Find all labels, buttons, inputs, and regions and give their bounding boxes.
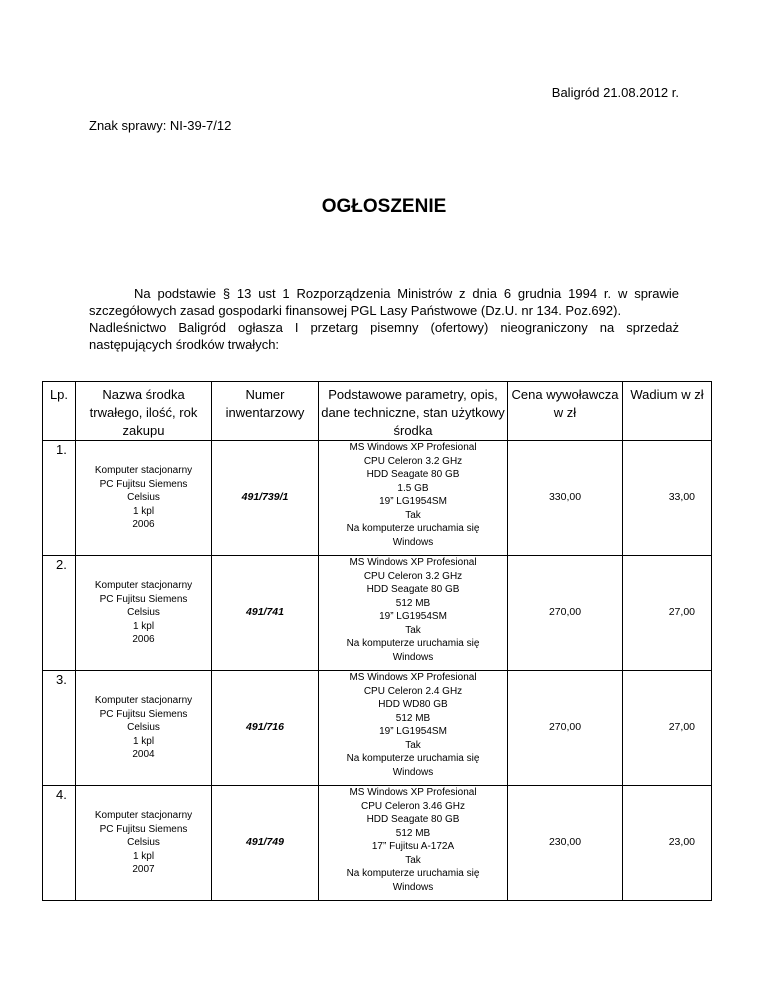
row-inventory: 491/716 <box>212 671 319 786</box>
param-line: 19” LG1954SM <box>379 726 447 737</box>
name-line: PC Fujitsu Siemens <box>99 823 188 835</box>
row-inventory: 491/739/1 <box>212 441 319 556</box>
row-params <box>319 556 508 671</box>
intro-paragraph-legal-basis: Na podstawie § 13 ust 1 Rozporządzenia Ministrów z dnia 6 grudnia 1994 r. w sprawie szczegółowych zasad gospodarki finansowej PGL Lasy Państwowe (Dz.U. nr 134. Poz.692). <box>89 286 679 318</box>
param-line: HDD Seagate 80 GB <box>366 469 460 480</box>
name-line: 1 kpl <box>132 735 155 747</box>
intro-paragraph-announcement: Nadleśnictwo Baligród ogłasza I przetarg pisemny (ofertowy) nieograniczony na sprzedaż następujących środków trwałych: <box>89 320 679 352</box>
table-row <box>43 786 712 901</box>
param-line: MS Windows XP Profesional <box>349 787 477 798</box>
table-row <box>43 441 712 556</box>
row-name <box>76 441 212 556</box>
row-deposit: 27,00 <box>623 671 712 786</box>
param-line: Windows <box>392 651 434 663</box>
param-line: 19” LG1954SM <box>379 611 447 622</box>
case-number: Znak sprawy: NI-39-7/12 <box>89 118 232 133</box>
param-line: HDD Seagate 80 GB <box>366 814 460 825</box>
param-line: CPU Celeron 3.2 GHz <box>363 455 463 467</box>
row-price: 330,00 <box>508 441 623 556</box>
intro-text <box>89 285 679 353</box>
name-line: Celsius <box>127 837 160 849</box>
param-line: Na komputerze uruchamia się <box>346 523 480 534</box>
name-line: PC Fujitsu Siemens <box>99 478 188 490</box>
param-line: MS Windows XP Profesional <box>349 442 477 453</box>
param-line: CPU Celeron 2.4 GHz <box>363 685 463 697</box>
param-line: CPU Celeron 3.2 GHz <box>363 570 463 582</box>
name-line: Komputer stacjonarny <box>94 810 193 822</box>
table-row <box>43 556 712 671</box>
param-line: Windows <box>392 766 434 778</box>
param-line: HDD WD80 GB <box>378 699 448 710</box>
document-date: Baligród 21.08.2012 r. <box>551 85 679 100</box>
name-line: 1 kpl <box>132 850 155 862</box>
row-name <box>76 786 212 901</box>
param-line: 512 MB <box>395 712 431 724</box>
table-row <box>43 671 712 786</box>
assets-table <box>42 381 712 901</box>
row-deposit: 27,00 <box>623 556 712 671</box>
header-params: Podstawowe parametry, opis, dane techniczne, stan użytkowy środka <box>319 382 508 441</box>
row-inventory: 491/749 <box>212 786 319 901</box>
param-line: 512 MB <box>395 597 431 609</box>
row-lp: 1. <box>43 441 76 556</box>
param-line: HDD Seagate 80 GB <box>366 584 460 595</box>
row-lp: 2. <box>43 556 76 671</box>
table-header-row <box>43 382 712 441</box>
param-line: MS Windows XP Profesional <box>349 557 477 568</box>
row-deposit: 23,00 <box>623 786 712 901</box>
name-line: PC Fujitsu Siemens <box>99 593 188 605</box>
row-price: 270,00 <box>508 671 623 786</box>
param-line: Na komputerze uruchamia się <box>346 753 480 764</box>
name-line: 2006 <box>132 519 155 531</box>
row-price: 270,00 <box>508 556 623 671</box>
row-price: 230,00 <box>508 786 623 901</box>
param-line: 17” Fujitsu A-172A <box>371 841 455 852</box>
document-title: OGŁOSZENIE <box>321 196 447 217</box>
param-line: 1.5 GB <box>397 482 429 494</box>
name-line: PC Fujitsu Siemens <box>99 708 188 720</box>
name-line: 2007 <box>132 864 155 876</box>
row-lp: 4. <box>43 786 76 901</box>
row-lp: 3. <box>43 671 76 786</box>
row-params <box>319 441 508 556</box>
name-line: 2004 <box>132 749 155 761</box>
param-line: Windows <box>392 536 434 548</box>
param-line: Tak <box>405 509 421 521</box>
row-name <box>76 556 212 671</box>
name-line: Celsius <box>127 492 160 504</box>
param-line: Tak <box>405 624 421 636</box>
row-deposit: 33,00 <box>623 441 712 556</box>
name-line: 1 kpl <box>132 620 155 632</box>
param-line: Tak <box>405 739 421 751</box>
name-line: Komputer stacjonarny <box>94 465 193 477</box>
param-line: Na komputerze uruchamia się <box>346 868 480 879</box>
header-inventory: Numer inwentarzowy <box>212 382 319 441</box>
header-name: Nazwa środka trwałego, ilość, rok zakupu <box>76 382 212 441</box>
row-name <box>76 671 212 786</box>
name-line: Komputer stacjonarny <box>94 580 193 592</box>
row-inventory: 491/741 <box>212 556 319 671</box>
name-line: 1 kpl <box>132 505 155 517</box>
header-lp: Lp. <box>43 382 76 441</box>
param-line: Windows <box>392 881 434 893</box>
param-line: MS Windows XP Profesional <box>349 672 477 683</box>
name-line: Celsius <box>127 607 160 619</box>
param-line: Na komputerze uruchamia się <box>346 638 480 649</box>
param-line: Tak <box>405 854 421 866</box>
name-line: Komputer stacjonarny <box>94 695 193 707</box>
header-deposit: Wadium w zł <box>623 382 712 441</box>
row-params <box>319 786 508 901</box>
header-price: Cena wywoławcza w zł <box>508 382 623 441</box>
param-line: CPU Celeron 3.46 GHz <box>361 800 465 812</box>
param-line: 19” LG1954SM <box>379 496 447 507</box>
row-params <box>319 671 508 786</box>
param-line: 512 MB <box>395 827 431 839</box>
name-line: Celsius <box>127 722 160 734</box>
name-line: 2006 <box>132 634 155 646</box>
